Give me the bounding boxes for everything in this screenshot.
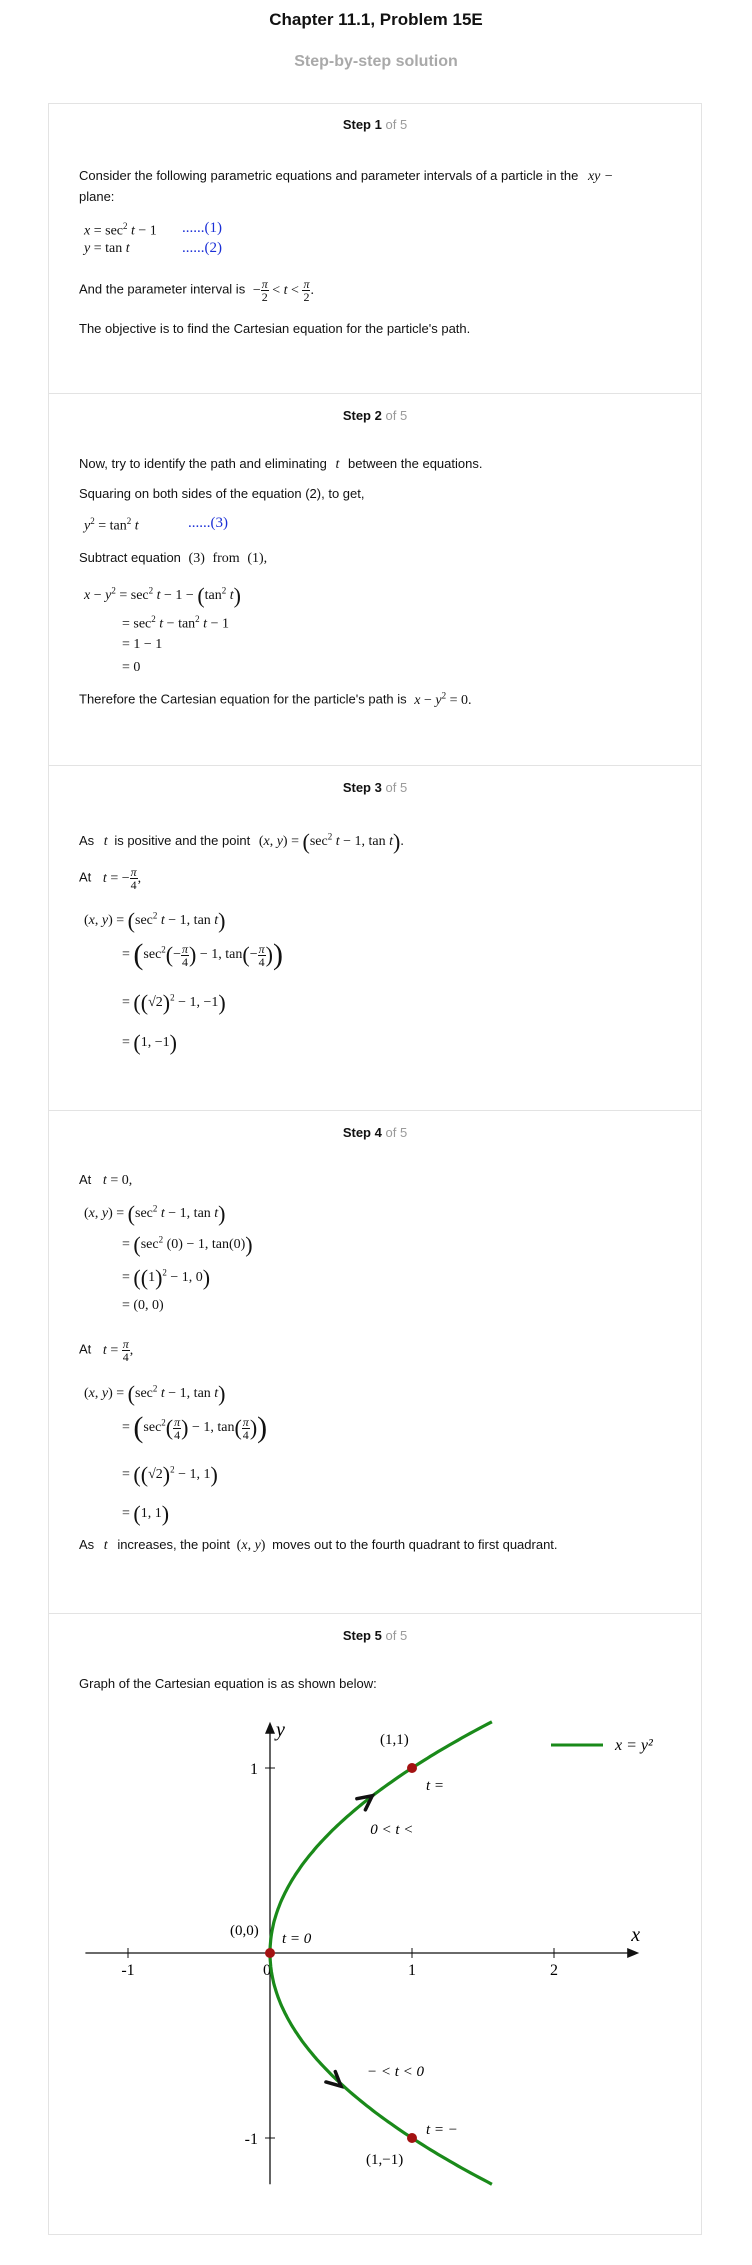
step3-derive-2: = ($\sec^2(-$ $\frac{\pi}{4}$ ) − 1, tan(− $\frac{\pi}{4}$ ))	[122, 938, 283, 971]
chart-marks	[230, 1732, 458, 2168]
step1-intro: Consider the following parametric equations and parameter intervals of a particle in the xy −	[79, 168, 614, 184]
step1-intro-text: Consider the following parametric equations and parameter intervals of a particle in the	[79, 168, 579, 183]
data-point	[407, 1763, 417, 1773]
step2-line1-a: Now, try to identify the path and eliminating	[79, 456, 327, 471]
step2-ref3: ......(3)	[188, 515, 228, 531]
step4-b-derive-4: = (1, 1)	[122, 1501, 170, 1526]
step1-ref2: ......(2)	[182, 240, 222, 256]
page-title: Chapter 11.1, Problem 15E	[269, 10, 483, 29]
point-label: (1,1)	[380, 1732, 409, 1748]
step-word: Step	[342, 780, 371, 795]
step3-line1: As t is positive and the point (x, $y) = (\sec^2$ t − 1, tan t).	[79, 829, 404, 854]
step4-at-pi4: At t = $\frac{\pi}{4}$ ,	[79, 1337, 134, 1364]
step-5-header	[48, 1628, 702, 1643]
step-word: Step	[342, 117, 371, 132]
step4-a-derive-4: = (0, 0)	[122, 1298, 164, 1313]
step-2	[48, 393, 702, 766]
step3-at: At t = − $\frac{\pi}{4}$ ,	[79, 865, 142, 892]
step4-at-text-2: At	[79, 1341, 92, 1357]
step2-derive-1: $x - y^2 = \sec^2 t - 1 - (\tan^2$ t)	[84, 583, 241, 608]
step4-final-c: moves out to the fourth quadrant to first quadrant.	[272, 1537, 558, 1552]
step-of-total: of 5	[385, 1628, 408, 1643]
step-number: 3	[374, 780, 382, 795]
x-axis-arrowhead	[627, 1948, 639, 1958]
y-tick-label: -1	[244, 2131, 258, 2148]
step4-a-derive-3: = ($(1)^2 - 1$, 0)	[122, 1265, 211, 1290]
step2-conclusion: Therefore the Cartesian equation for the particle's path is $x - y^2 = 0$.	[79, 690, 472, 708]
x-tick-label: 2	[550, 1962, 558, 1979]
page-subtitle: Step-by-step solution	[294, 53, 458, 70]
step1-intro-line2: plane:	[79, 189, 115, 204]
point-annotation: t =	[426, 1778, 445, 1794]
step-1	[48, 103, 702, 393]
step1-interval: And the parameter interval is − $\frac{\pi}{2}$ < t < $\frac{\pi}{2}$ .	[79, 277, 314, 304]
step-2-header	[48, 408, 702, 423]
y-axis-arrowhead	[265, 1722, 275, 1734]
step4-final: As t increases, the point (x, y) moves out to the fourth quadrant to first quadrant.	[79, 1537, 558, 1553]
step3-derive-3: = ($(√2)^2 - 1$, −1)	[122, 990, 226, 1015]
step3-at-text: At	[79, 869, 92, 885]
step2-subtract-a: Subtract equation	[79, 550, 181, 565]
step4-final-a: As	[79, 1537, 95, 1552]
step1-interval-text: And the parameter interval is	[79, 281, 246, 297]
x-tick-label: 1	[408, 1962, 416, 1979]
x-tick-label: -1	[121, 1962, 135, 1979]
x-axis-label: x	[631, 1924, 641, 1946]
step2-subtract-b: from	[212, 551, 240, 566]
arrow-annotation: 0 < t <	[370, 1821, 414, 1838]
point-annotation: t = 0	[282, 1931, 312, 1947]
step4-b-derive-1: (x, $y) = (\sec^2$ t − 1, tan t)	[84, 1381, 226, 1406]
step-number: 1	[374, 117, 382, 132]
parabola-chart	[70, 1695, 690, 2200]
step-word: Step	[342, 1628, 371, 1643]
step4-b-derive-2: = ($\sec^2$( $\frac{\pi}{4}$ ) − 1, tan( $\frac{\pi}{4}$ ))	[122, 1411, 268, 1444]
step-of-total: of 5	[385, 408, 408, 423]
step-4-header	[48, 1125, 702, 1140]
point-label: (0,0)	[230, 1923, 259, 1939]
step2-derive-3: = 1 − 1	[122, 637, 163, 652]
step2-eq3: $y^2 = \tan^2 t$	[84, 516, 139, 534]
step-of-total: of 5	[385, 1125, 408, 1140]
step2-conclusion-text: Therefore the Cartesian equation for the particle's path is	[79, 691, 407, 707]
step2-line1-b: between the equations.	[348, 456, 483, 471]
y-axis-label: y	[276, 1718, 285, 1741]
step-word: Step	[342, 1125, 371, 1140]
legend-label: x = y²	[615, 1737, 653, 1754]
step-3-header	[48, 780, 702, 795]
step4-final-b: increases, the point	[117, 1537, 231, 1552]
step4-at-text: At	[79, 1172, 92, 1187]
x-tick-label: 0	[263, 1962, 271, 1979]
step2-line2: Squaring on both sides of the equation (2), to get,	[79, 486, 365, 501]
step2-subtract: Subtract equation (3) from (1),	[79, 550, 268, 566]
step-of-total: of 5	[385, 117, 408, 132]
step1-intro-var: xy	[587, 169, 601, 184]
step2-line1: Now, try to identify the path and eliminating t between the equations.	[79, 456, 483, 472]
step4-a-derive-1: (x, $y) = (\sec^2$ t − 1, tan t)	[84, 1201, 226, 1226]
step4-at-zero: At t = 0,	[79, 1172, 133, 1188]
step-word: Step	[342, 408, 371, 423]
step-of-total: of 5	[385, 780, 408, 795]
step4-b-derive-3: = ($(√2)^2 - 1$, 1)	[122, 1462, 218, 1487]
step2-derive-4: = 0	[122, 660, 141, 675]
step3-line1-a: As	[79, 833, 95, 849]
step-number: 2	[374, 408, 382, 423]
step1-eq1: $x = \sec^2 t - 1$	[84, 221, 157, 239]
y-tick-label: 1	[250, 1761, 258, 1778]
step1-objective: The objective is to find the Cartesian equation for the particle's path.	[79, 321, 471, 336]
arrow-annotation: − < t < 0	[367, 2064, 425, 2081]
step2-derive-2: = $\sec^2 t - \tan^2 t - 1$	[122, 614, 229, 632]
step-number: 4	[374, 1125, 382, 1140]
step1-eq2: y = tan t	[84, 241, 130, 256]
step4-a-derive-2: = ($\sec^2$ (0) − 1, tan(0))	[122, 1232, 253, 1257]
step5-intro: Graph of the Cartesian equation is as shown below:	[79, 1676, 377, 1691]
data-point	[265, 1948, 275, 1958]
step3-derive-4: = (1, −1)	[122, 1030, 177, 1055]
step1-ref1: ......(1)	[182, 220, 222, 236]
point-annotation: t = −	[426, 2122, 458, 2138]
point-label: (1,−1)	[366, 2152, 404, 2168]
chart-axes	[85, 1719, 640, 2185]
step3-line1-b: is positive and the point	[114, 833, 251, 849]
step-1-header	[48, 117, 702, 132]
data-point	[407, 2133, 417, 2143]
step3-derive-1: (x, $y) = (\sec^2$ t − 1, tan t)	[84, 908, 226, 933]
step-number: 5	[374, 1628, 382, 1643]
